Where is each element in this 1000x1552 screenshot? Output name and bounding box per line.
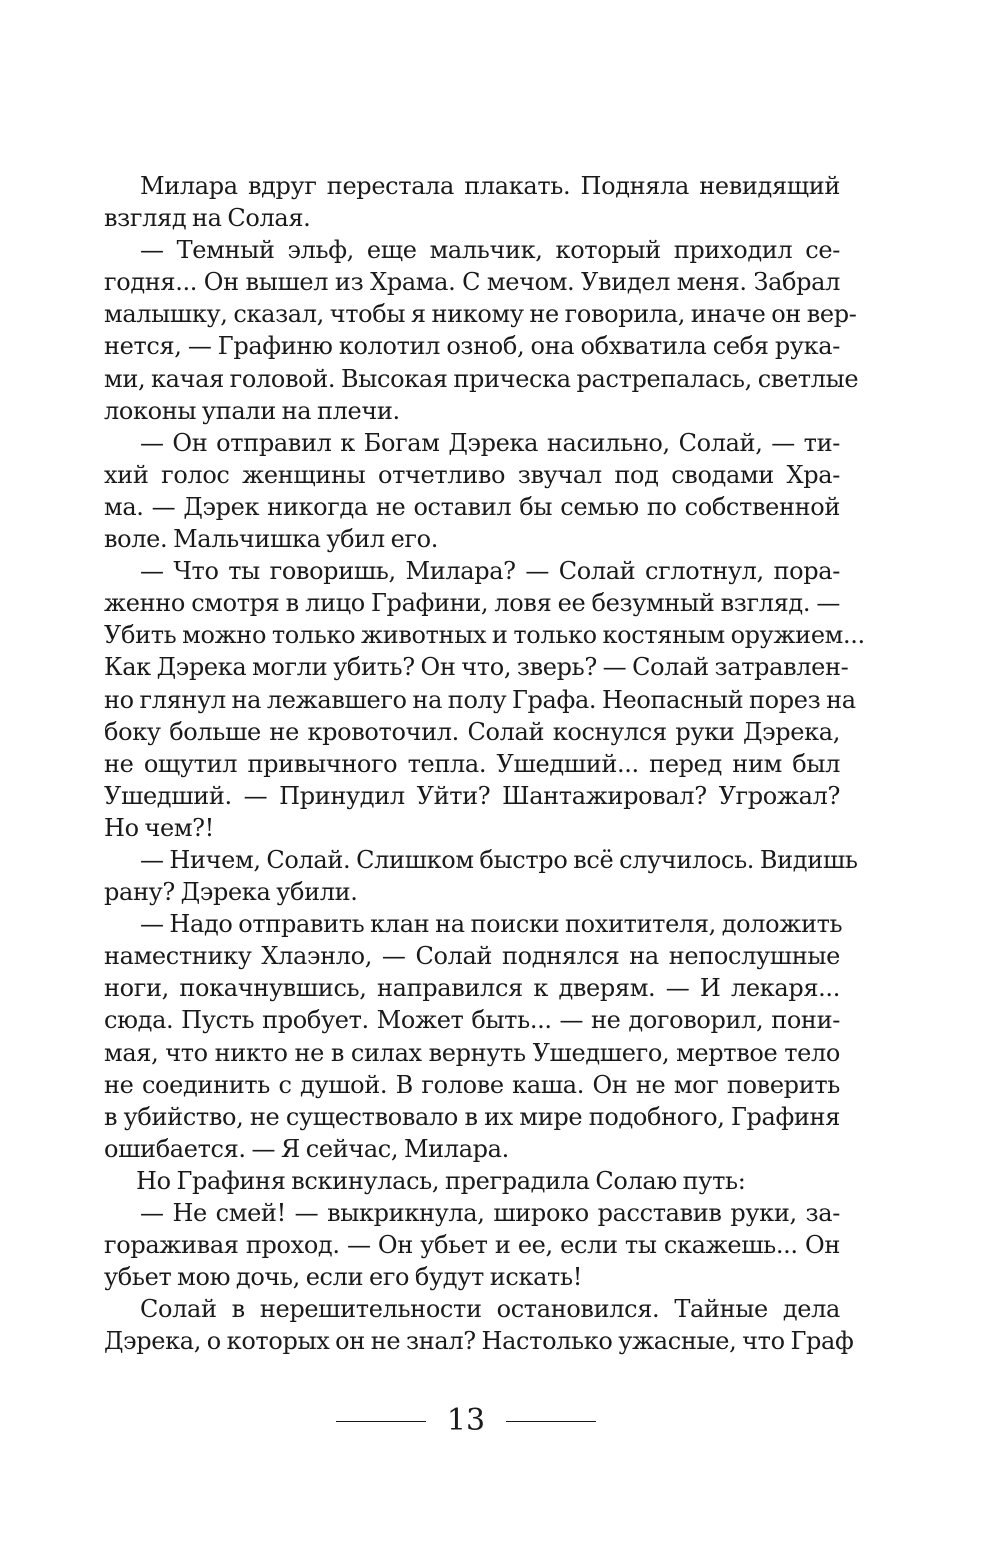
text-line: воле. Мальчишка убил его. bbox=[104, 525, 439, 554]
text-line: но глянул на лежавшего на полу Графа. Неопасный порез на bbox=[104, 685, 856, 714]
text-line: — Ничем, Солай. Слишком быстро всё случилось. Видишь bbox=[140, 845, 858, 874]
text-line: ми, качая головой. Высокая прическа растрепалась, светлые bbox=[104, 364, 859, 393]
text-line: годня... Он вышел из Храма. С мечом. Увидел меня. Забрал bbox=[104, 268, 840, 297]
text-line: рану? Дэрека убили. bbox=[104, 878, 358, 907]
text-line: гораживая проход. — Он убьет и ее, если ты скажешь... Он bbox=[104, 1231, 840, 1260]
text-line: в убийство, не существовало в их мире подобного, Графиня bbox=[104, 1102, 840, 1131]
body-text bbox=[104, 170, 865, 1357]
text-line: боку больше не кровоточил. Солай коснулся руки Дэрека, bbox=[104, 717, 840, 746]
footer-rule-right bbox=[506, 1421, 596, 1422]
text-line: Но Графиня вскинулась, преградила Солаю путь: bbox=[136, 1166, 746, 1195]
text-line: — Темный эльф, еще мальчик, который приходил се- bbox=[140, 236, 840, 265]
text-line: сюда. Пусть пробует. Может быть... — не договорил, пони- bbox=[104, 1006, 840, 1035]
text-line: убьет мою дочь, если его будут искать! bbox=[104, 1263, 582, 1292]
page-footer bbox=[0, 1400, 1000, 1450]
text-line: нется, — Графиню колотил озноб, она обхватила себя рука- bbox=[104, 332, 840, 361]
page-number: 13 bbox=[446, 1403, 486, 1438]
text-line: локоны упали на плечи. bbox=[104, 396, 400, 425]
text-line: Но чем?! bbox=[104, 813, 214, 842]
text-line: хий голос женщины отчетливо звучал под сводами Хра- bbox=[104, 460, 840, 489]
text-line: — Он отправил к Богам Дэрека насильно, Солай, — ти- bbox=[140, 428, 840, 457]
text-line: — Надо отправить клан на поиски похитителя, доложить bbox=[140, 910, 843, 939]
text-line: Дэрека, о которых он не знал? Настолько ужасные, что Граф bbox=[104, 1327, 854, 1356]
text-line: наместнику Хлаэнло, — Солай поднялся на непослушные bbox=[104, 942, 840, 971]
footer-rule-left bbox=[336, 1421, 426, 1422]
text-line: ошибается. — Я сейчас, Милара. bbox=[104, 1134, 509, 1163]
text-line: Солай в нерешительности остановился. Тайные дела bbox=[140, 1295, 840, 1324]
text-line: женно смотря в лицо Графини, ловя ее безумный взгляд. — bbox=[104, 589, 840, 618]
text-line: — Что ты говоришь, Милара? — Солай сглотнул, пора- bbox=[140, 557, 840, 586]
text-line: Убить можно только животных и только костяным оружием... bbox=[104, 621, 865, 650]
text-line: не ощутил привычного тепла. Ушедший... перед ним был bbox=[104, 749, 840, 778]
text-line: Ушедший. — Принудил Уйти? Шантажировал? Угрожал? bbox=[104, 781, 840, 810]
text-line: Как Дэрека могли убить? Он что, зверь? — Солай затравлен- bbox=[104, 653, 849, 682]
text-line: малышку, сказал, чтобы я никому не говорила, иначе он вер- bbox=[104, 300, 857, 329]
text-line: не соединить с душой. В голове каша. Он не мог поверить bbox=[104, 1070, 840, 1099]
text-line: Милара вдруг перестала плакать. Подняла невидящий bbox=[140, 172, 840, 200]
text-line: ноги, покачнувшись, направился к дверям. — И лекаря... bbox=[104, 974, 840, 1003]
text-line: ма. — Дэрек никогда не оставил бы семью по собственной bbox=[104, 492, 840, 521]
text-line: — Не смей! — выкрикнула, широко расставив руки, за- bbox=[140, 1199, 840, 1227]
text-line: взгляд на Солая. bbox=[104, 204, 311, 233]
text-line: мая, что никто не в силах вернуть Ушедшего, мертвое тело bbox=[104, 1038, 840, 1067]
